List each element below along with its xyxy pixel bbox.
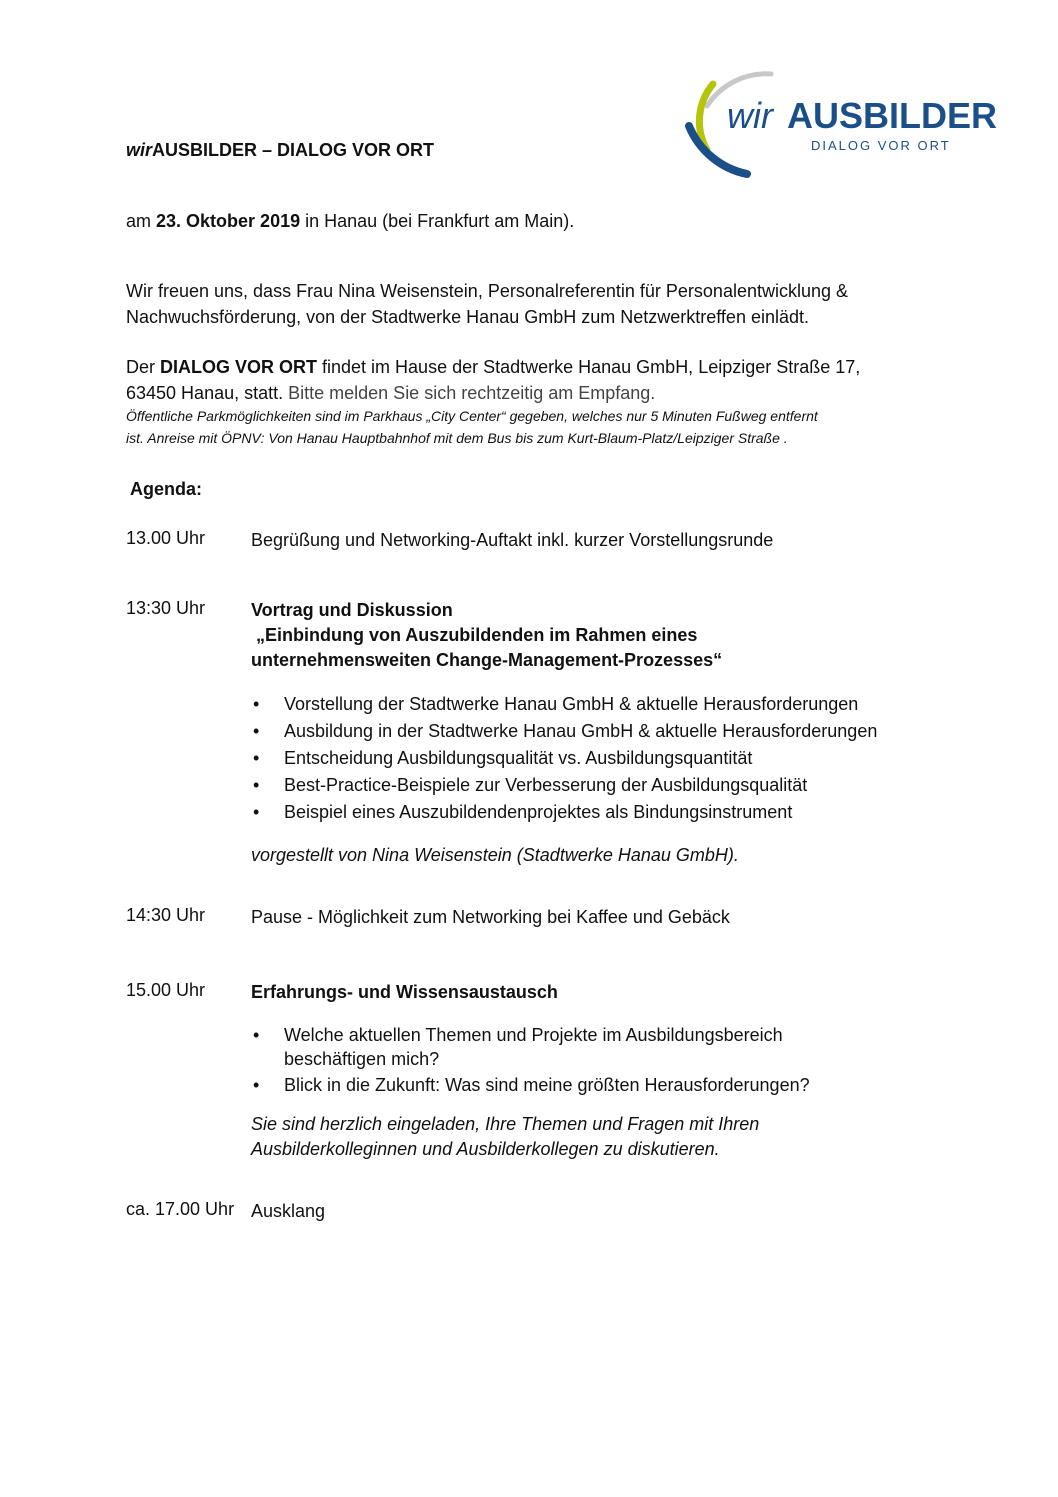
bullet-icon: •: [253, 802, 260, 822]
list-item: [251, 1073, 810, 1097]
bullet-text: Beispiel eines Auszubildendenprojektes als Bindungsinstrument: [284, 802, 793, 822]
title-italic-part: wir: [126, 140, 153, 160]
wirausbilder-logo: [683, 66, 998, 178]
agenda-text-3: Pause - Möglichkeit zum Networking bei Kaffee und Gebäck: [251, 907, 730, 927]
bullet-icon: •: [253, 721, 260, 741]
venue-bold: DIALOG VOR ORT: [160, 357, 318, 377]
list-item: [251, 745, 877, 772]
agenda-time-5: ca. 17.00 Uhr: [126, 1199, 235, 1219]
logo-arc-green-icon: [699, 84, 713, 150]
agenda-time-3: 14:30 Uhr: [126, 905, 206, 925]
agenda-title-2: Vortrag und Diskussion: [251, 600, 453, 620]
logo-ausbilder: AUSBILDER: [787, 95, 998, 136]
intro-line-2: Nachwuchsförderung, von der Stadtwerke Hanau GmbH zum Netzwerktreffen einlädt.: [126, 307, 809, 327]
venue-line1-rest: findet im Hause der Stadtwerke Hanau GmbH, Leipziger Straße 17,: [317, 357, 861, 377]
bullet-text-cont: beschäftigen mich?: [284, 1049, 440, 1069]
agenda-subtitle-2a: „Einbindung von Auszubildenden im Rahmen eines: [251, 625, 698, 645]
agenda-label: Agenda:: [130, 479, 202, 499]
agenda-text-1: Begrüßung und Networking-Auftakt inkl. kurzer Vorstellungsrunde: [251, 530, 774, 550]
agenda-title-4: Erfahrungs- und Wissensaustausch: [251, 982, 558, 1002]
page-title: [126, 140, 434, 161]
venue-address: 63450 Hanau, statt.: [126, 383, 284, 403]
agenda-presenter-2: vorgestellt von Nina Weisenstein (Stadtwerke Hanau GmbH).: [251, 845, 739, 865]
date-suffix: in Hanau (bei Frankfurt am Main).: [300, 211, 575, 231]
list-item: [251, 799, 877, 826]
agenda-time-2: 13:30 Uhr: [126, 598, 206, 618]
bullet-icon: •: [253, 748, 260, 768]
list-item: [251, 772, 877, 799]
date-prefix: am: [126, 211, 157, 231]
list-item: [251, 691, 877, 718]
venue-note: Bitte melden Sie sich rechtzeitig am Empfang.: [283, 383, 656, 403]
event-date: 23. Oktober 2019: [156, 211, 301, 231]
bullet-icon: •: [253, 775, 260, 795]
bullet-text: Ausbildung in der Stadtwerke Hanau GmbH & aktuelle Herausforderungen: [284, 721, 878, 741]
logo-wir: wir: [727, 95, 773, 136]
agenda-bullets-2: [251, 691, 877, 826]
logo-tagline: DIALOG VOR ORT: [811, 138, 951, 153]
agenda-note-4b: Ausbilderkolleginnen und Ausbilderkollegen zu diskutieren.: [251, 1139, 720, 1159]
list-item: [251, 1023, 810, 1071]
venue-line-1: [126, 354, 860, 380]
agenda-bullets-4: [251, 1023, 810, 1097]
date-line: [126, 208, 574, 234]
venue-prefix: Der: [126, 357, 161, 377]
bullet-text: Vorstellung der Stadtwerke Hanau GmbH & aktuelle Herausforderungen: [284, 694, 859, 714]
list-item: [251, 718, 877, 745]
agenda-note-4a: Sie sind herzlich eingeladen, Ihre Themen und Fragen mit Ihren: [251, 1114, 760, 1134]
agenda-text-5: Ausklang: [251, 1201, 326, 1221]
agenda-time-4: 15.00 Uhr: [126, 980, 206, 1000]
agenda-subtitle-2b: unternehmensweiten Change-Management-Prozesses“: [251, 650, 723, 670]
bullet-text: Welche aktuellen Themen und Projekte im Ausbildungsbereich: [284, 1025, 783, 1045]
title-rest: AUSBILDER – DIALOG VOR ORT: [152, 140, 435, 160]
parking-line-1: Öffentliche Parkmöglichkeiten sind im Parkhaus „City Center“ gegeben, welches nur 5 Minuten Fußweg entfernt: [126, 408, 818, 424]
bullet-icon: •: [253, 694, 260, 714]
bullet-text: Blick in die Zukunft: Was sind meine größten Herausforderungen?: [284, 1075, 810, 1095]
agenda-time-1: 13.00 Uhr: [126, 528, 206, 548]
venue-line-2: [126, 380, 655, 406]
bullet-icon: •: [253, 1025, 260, 1045]
bullet-icon: •: [253, 1075, 260, 1095]
parking-line-2: ist. Anreise mit ÖPNV: Von Hanau Hauptbahnhof mit dem Bus bis zum Kurt-Blaum-Platz/Leipziger Straße .: [126, 430, 788, 446]
bullet-text: Best-Practice-Beispiele zur Verbesserung der Ausbildungsqualität: [284, 775, 808, 795]
intro-line-1: Wir freuen uns, dass Frau Nina Weisenstein, Personalreferentin für Personalentwicklung &: [126, 281, 849, 301]
bullet-text: Entscheidung Ausbildungsqualität vs. Ausbildungsquantität: [284, 748, 753, 768]
